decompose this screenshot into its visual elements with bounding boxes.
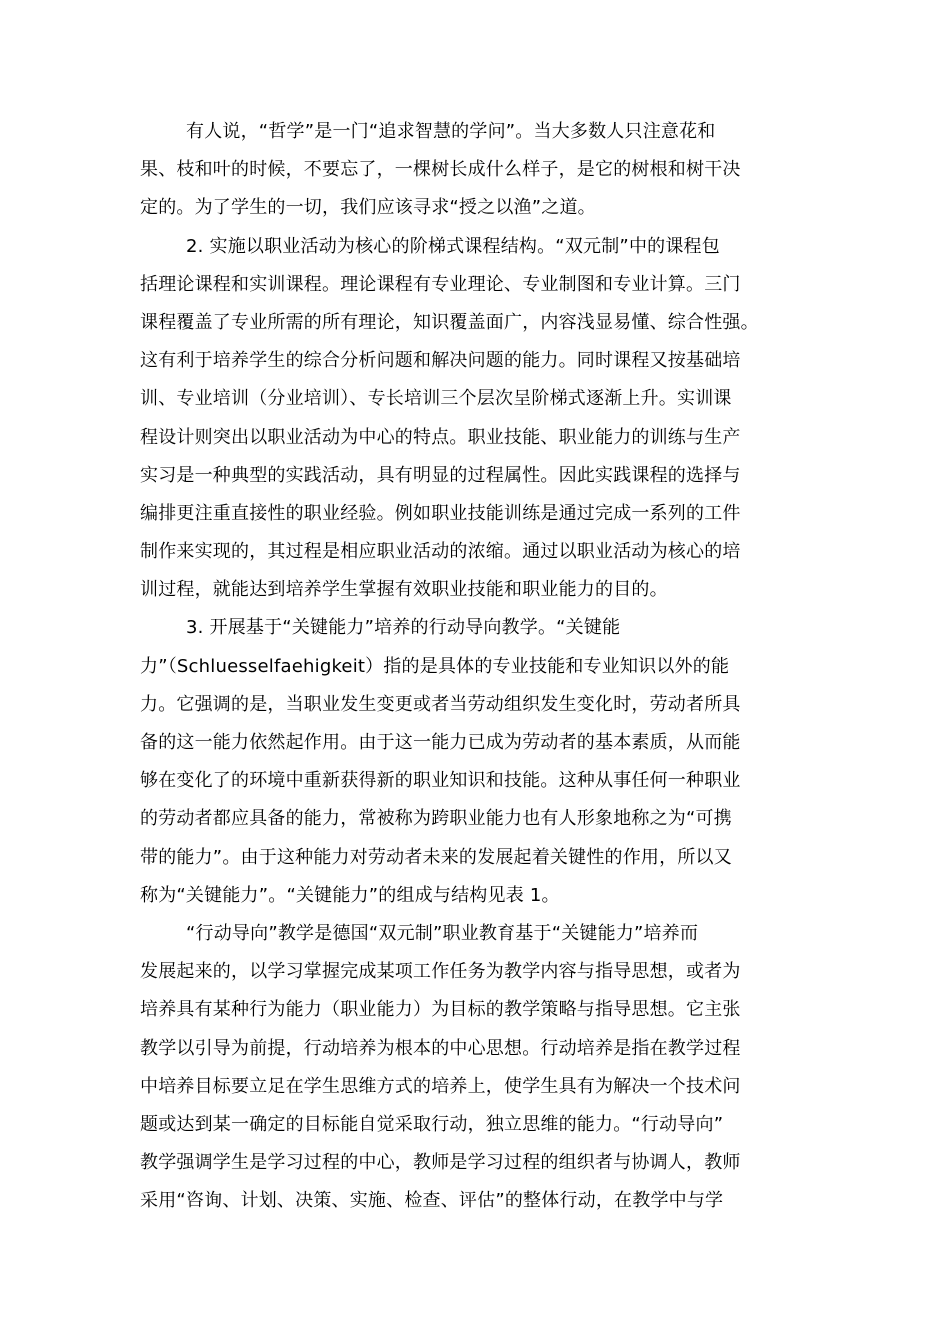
text-line: 编排更注重直接性的职业经验。例如职业技能训练是通过完成一系列的工件 bbox=[140, 502, 741, 524]
text-line: 这有利于培养学生的综合分析问题和解决问题的能力。同时课程又按基础培 bbox=[140, 350, 741, 372]
text-line: 发展起来的，以学习掌握完成某项工作任务为教学内容与指导思想，或者为 bbox=[140, 961, 741, 983]
document-body bbox=[140, 113, 820, 1220]
text-line: 训过程，就能达到培养学生掌握有效职业技能和职业能力的目的。 bbox=[140, 579, 668, 601]
text-line: 带的能力”。由于这种能力对劳动者未来的发展起着关键性的作用，所以又 bbox=[140, 846, 732, 868]
text-line: 实习是一种典型的实践活动，具有明显的过程属性。因此实践课程的选择与 bbox=[140, 464, 741, 486]
text-line: 够在变化了的环境中重新获得新的职业知识和技能。这种从事任何一种职业 bbox=[140, 770, 741, 792]
text-line: “行动导向”教学是德国“双元制”职业教育基于“关键能力”培养而 bbox=[186, 922, 699, 944]
text-line: 培养具有某种行为能力（职业能力）为目标的教学策略与指导思想。它主张 bbox=[140, 999, 741, 1021]
text-line: 的劳动者都应具备的能力，常被称为跨职业能力也有人形象地称之为“可携 bbox=[140, 808, 732, 830]
text-line: 2. 实施以职业活动为核心的阶梯式课程结构。“双元制”中的课程包 bbox=[186, 235, 720, 257]
text-line: 教学以引导为前提，行动培养为根本的中心思想。行动培养是指在教学过程 bbox=[140, 1037, 741, 1059]
text-line: 力。它强调的是，当职业发生变更或者当劳动组织发生变化时，劳动者所具 bbox=[140, 693, 741, 715]
text-line: 括理论课程和实训课程。理论课程有专业理论、专业制图和专业计算。三门 bbox=[140, 273, 741, 295]
text-line: 定的。为了学生的一切，我们应该寻求“授之以渔”之道。 bbox=[140, 197, 596, 219]
text-line: 训、专业培训（分业培训）、专长培训三个层次呈阶梯式逐渐上升。实训课 bbox=[140, 388, 732, 410]
text-line: 中培养目标要立足在学生思维方式的培养上，使学生具有为解决一个技术问 bbox=[140, 1075, 741, 1097]
text-line: 题或达到某一确定的目标能自觉采取行动，独立思维的能力。“行动导向” bbox=[140, 1113, 724, 1135]
text-line: 程设计则突出以职业活动为中心的特点。职业技能、职业能力的训练与生产 bbox=[140, 426, 741, 448]
text-line: 果、枝和叶的时候，不要忘了，一棵树长成什么样子，是它的树根和树干决 bbox=[140, 159, 741, 181]
text-line: 教学强调学生是学习过程的中心，教师是学习过程的组织者与协调人，教师 bbox=[140, 1152, 741, 1174]
text-line: 有人说，“哲学”是一门“追求智慧的学问”。当大多数人只注意花和 bbox=[186, 121, 716, 142]
text-line: 采用“咨询、计划、决策、实施、检查、评估”的整体行动，在教学中与学 bbox=[140, 1190, 724, 1212]
text-line: 课程覆盖了专业所需的所有理论，知识覆盖面广，内容浅显易懂、综合性强。 bbox=[140, 311, 759, 333]
text-line: 称为“关键能力”。“关键能力”的组成与结构见表 1。 bbox=[140, 884, 560, 906]
text-line: 3. 开展基于“关键能力”培养的行动导向教学。“关键能 bbox=[186, 617, 621, 639]
text-line: 力”（Schluesselfaehigkeit）指的是具体的专业技能和专业知识以外的能 bbox=[140, 655, 730, 677]
text-line: 制作来实现的，其过程是相应职业活动的浓缩。通过以职业活动为核心的培 bbox=[140, 541, 741, 563]
text-line: 备的这一能力依然起作用。由于这一能力已成为劳动者的基本素质，从而能 bbox=[140, 732, 741, 753]
